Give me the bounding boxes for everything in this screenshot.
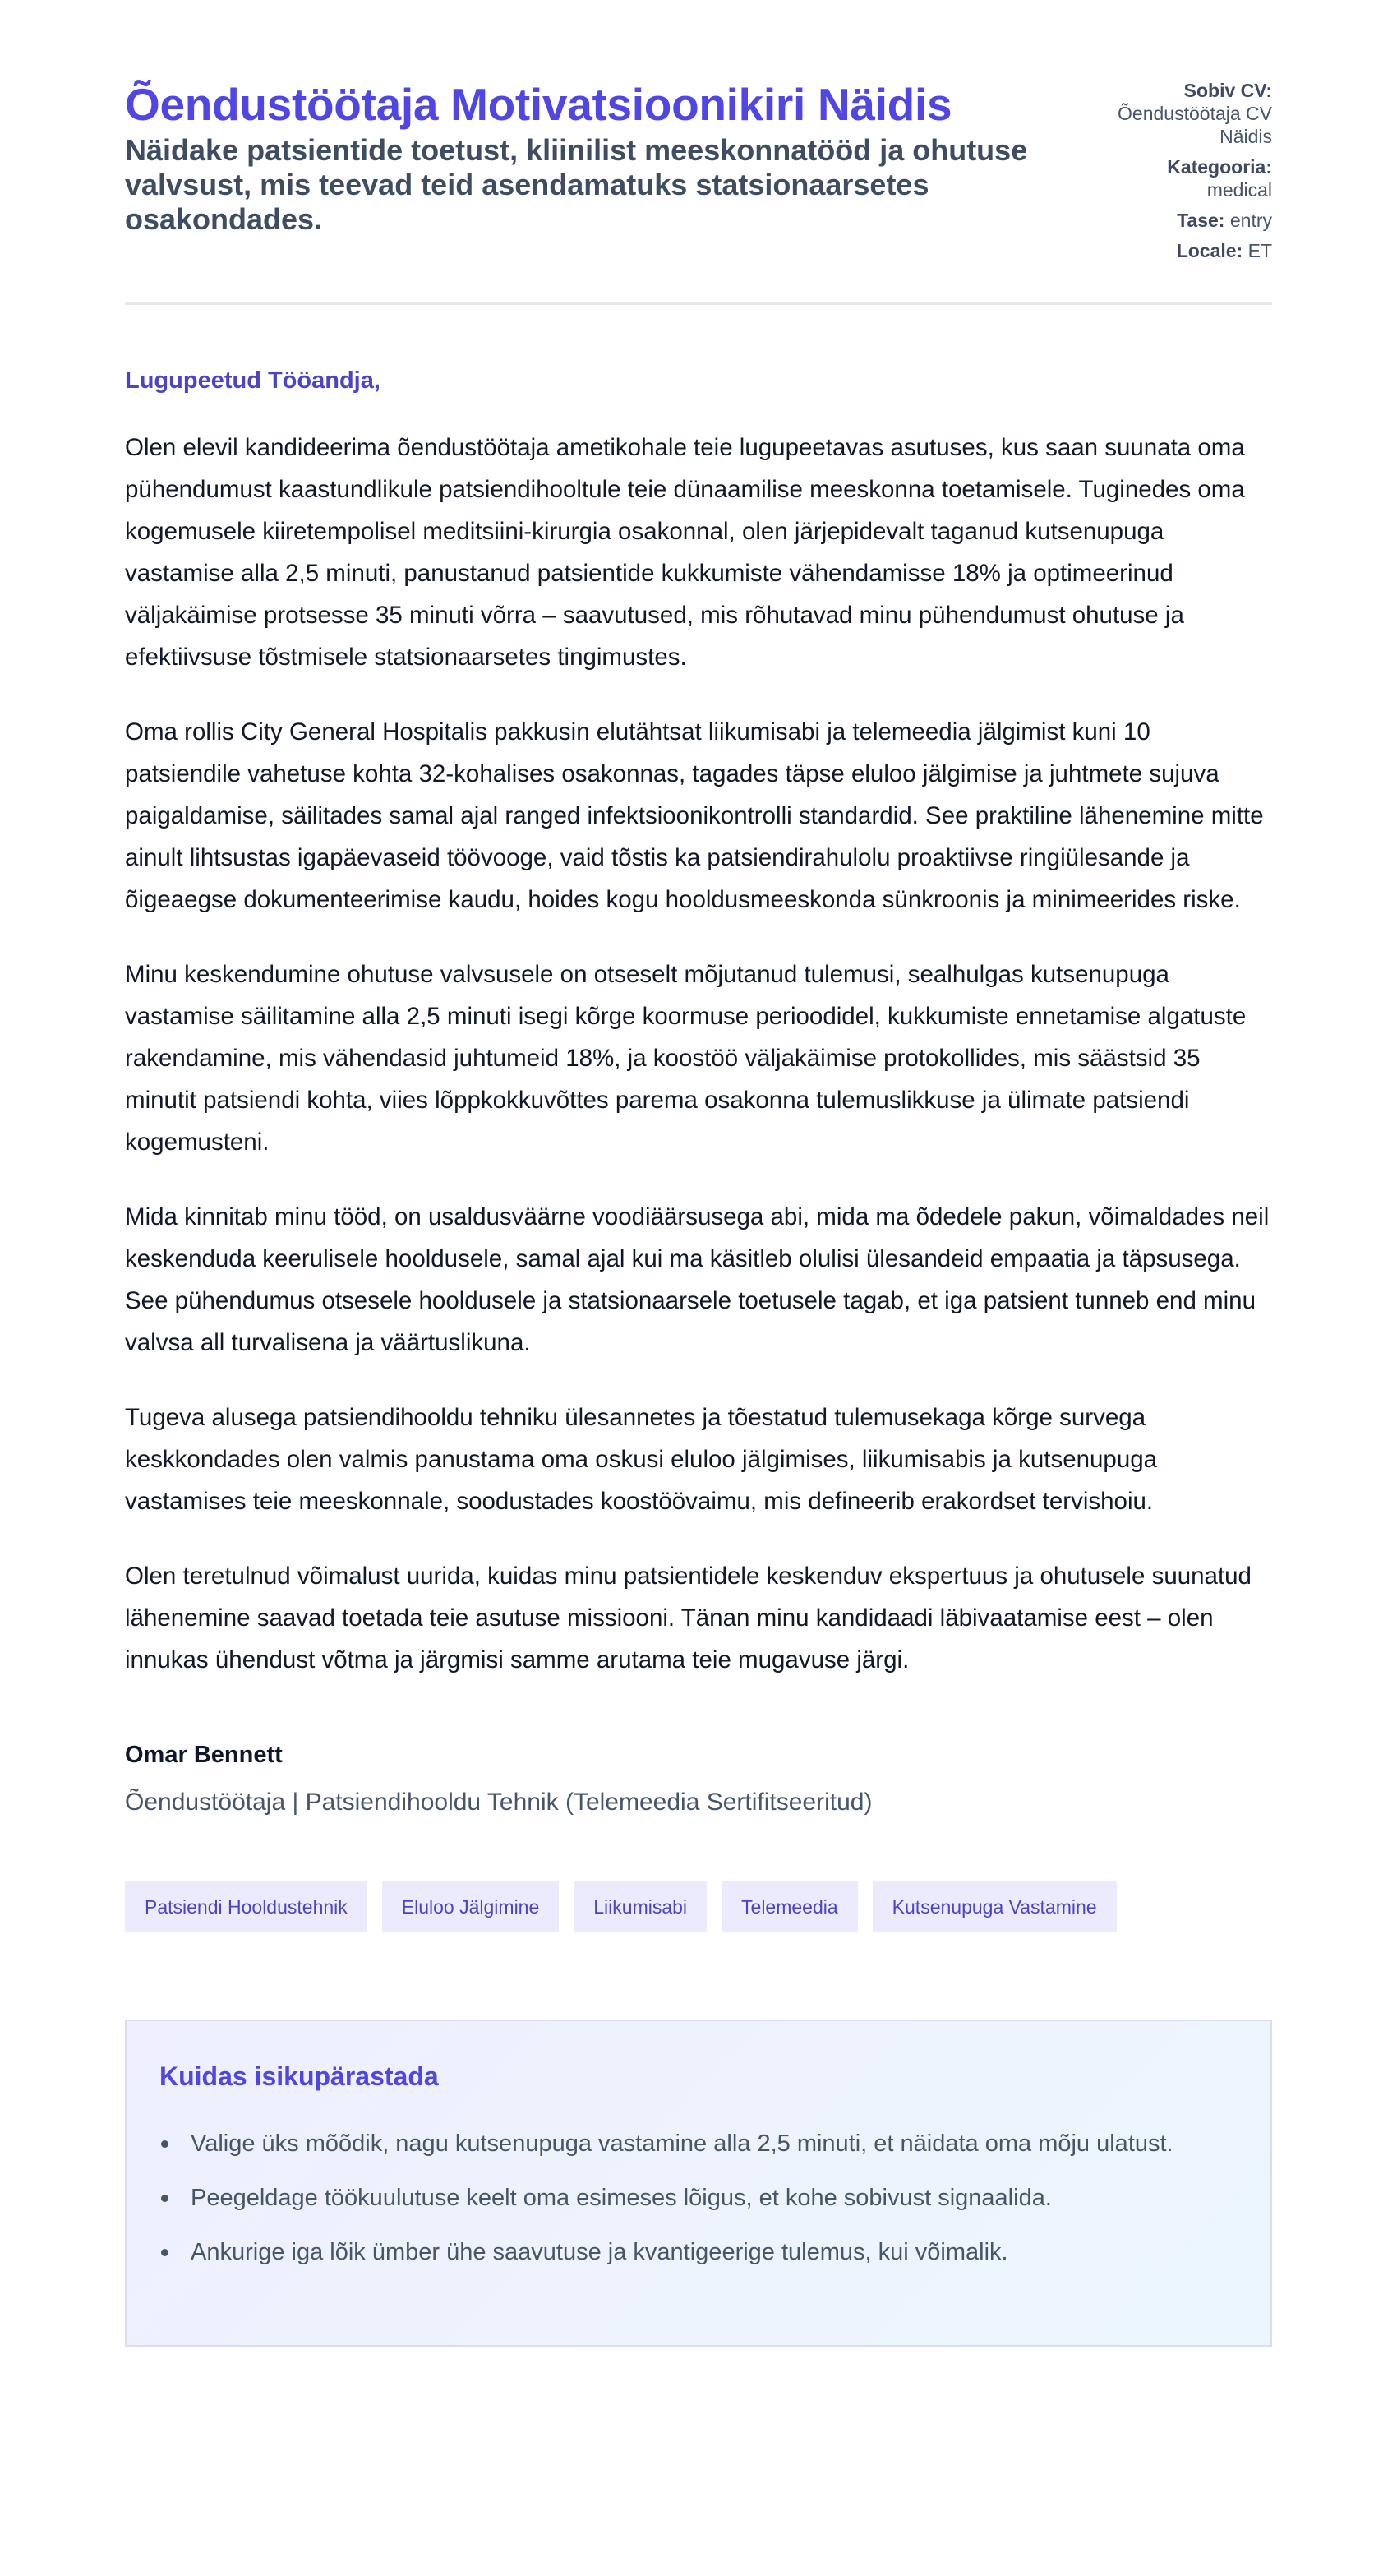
meta-cv-label: Sobiv CV: — [1183, 80, 1272, 101]
bullet-icon — [161, 2249, 168, 2256]
meta-locale — [1083, 239, 1272, 262]
skill-tag: Telemeedia — [722, 1881, 858, 1932]
letter-paragraph: Mida kinnitab minu tööd, on usaldusväärne voodiäärsusega abi, mida ma õdedele pakun, võimaldades neil keskenduda keerulisele hooldusele, samal ajal kui ma käsitleb olulisi ülesandeid empaatia ja täpsusega. See pühendumus otsesele hooldusele ja statsionaarsele toetusele tagab, et iga patsient tunneb end minu valvsa all turvalisena ja väärtuslikuna. — [125, 1203, 1270, 1356]
letter-paragraph: Oma rollis City General Hospitalis pakkusin elutähtsat liikumisabi ja telemeedia jälgimist kuni 10 patsiendile vahetuse kohta 32-kohalises osakonnas, tagades täpse eluloo jälgimise ja juhtmete sujuva paigaldamise, säilitades samal ajal ranged infektsioonikontrolli standardid. See praktiline lähenemine mitte ainult lihtsustas igapäevaseid töövooge, vaid tõstis ka patsiendirahulolu proaktiivse ringiülesande ja õigeaegse dokumenteerimise kaudu, hoides kogu hooldusmeeskonda sünkroonis ja minimeerides riske. — [125, 718, 1264, 913]
meta-category-value: medical — [1206, 179, 1272, 201]
signature-block — [125, 1738, 1272, 1819]
letter-body — [125, 427, 1272, 1681]
meta-category-label: Kategooria: — [1167, 156, 1272, 178]
letter-paragraph: Olen elevil kandideerima õendustöötaja ametikohale teie lugupeetavas asutuses, kus saan suunata oma pühendumust kaastundlikule patsiendihooltule teie dünaamilise meeskonna toetamisele. Tuginedes oma kogemusele kiiretempolisel meditsiini-kirurgia osakonnal, olen järjepidevalt taganud kutsenupuga vastamise alla 2,5 minuti, panustanud patsientide kukkumiste vähendamisse 18% ja optimeerinud väljakäimise protsesse 35 minuti võrra – saavutused, mis rõhutavad minu pühendumust ohutuse ja efektiivsuse tõstmisele statsionaarsetes tingimustes. — [125, 434, 1245, 671]
tips-list — [159, 2123, 1238, 2273]
page-subtitle: Näidake patsientide toetust, kliinilist meeskonnatööd ja ohutuse valvsust, mis teevad teid asendamatuks statsionaarsetes osakondades. — [125, 133, 1028, 236]
meta-cv-value: Õendustöötaja CV Näidis — [1118, 103, 1272, 147]
personalization-tips — [125, 2020, 1272, 2347]
meta-category — [1083, 155, 1272, 201]
meta-level — [1083, 209, 1272, 232]
header-titles — [125, 76, 1070, 237]
letter-paragraph: Tugeva alusega patsiendihooldu tehniku ülesannetes ja tõestatud tulemusekaga kõrge survega keskkondades olen valmis panustama oma oskusi eluloo jälgimises, liikumisabis ja kutsenupuga vastamises teie meeskonnale, soodustades koostöövaimu, mis defineerib erakordset tervishoiu. — [125, 1404, 1158, 1515]
tips-title: Kuidas isikupärastada — [159, 2061, 439, 2091]
letter-greeting: Lugupeetud Tööandja, — [125, 367, 380, 394]
bullet-icon — [161, 2195, 168, 2202]
skill-tag: Patsiendi Hooldustehnik — [125, 1881, 367, 1932]
skill-tags — [125, 1881, 1272, 1932]
letter-paragraph: Olen teretulnud võimalust uurida, kuidas minu patsientidele keskenduv ekspertuus ja ohutusele suunatud lähenemine saavad toetada teie asutuse missiooni. Tänan minu kandidaadi läbivaatamise eest – olen innukas ühendust võtma ja järgmisi samme arutama teie mugavuse järgi. — [125, 1563, 1252, 1673]
meta-panel — [1083, 76, 1272, 270]
page-title: Õendustöötaja Motivatsioonikiri Näidis — [125, 79, 952, 130]
skill-tag: Liikumisabi — [574, 1881, 707, 1932]
meta-locale-label: Locale: — [1176, 240, 1243, 261]
skill-tag: Kutsenupuga Vastamine — [873, 1881, 1117, 1932]
tip-item — [159, 2177, 1238, 2218]
signature-role: Õendustöötaja | Patsiendihooldu Tehnik (Telemeedia Sertifitseeritud) — [125, 1789, 873, 1816]
meta-level-label: Tase: — [1177, 210, 1225, 231]
letter-paragraph: Minu keskendumine ohutuse valvsusele on otseselt mõjutanud tulemusi, sealhulgas kutsenupuga vastamise säilitamine alla 2,5 minuti isegi kõrge koormuse perioodidel, kukkumiste ennetamise algatuste rakendamine, mis vähendasid juhtumeid 18%, ja koostöö väljakäimise protokollides, mis säästsid 35 minutit patsiendi kohta, viies lõppkokkuvõttes parema osakonna tulemuslikkuse ja ülimate patsiendi kogemusteni. — [125, 961, 1247, 1156]
tip-item — [159, 2123, 1238, 2164]
page-header — [125, 76, 1272, 305]
tip-text: Peegeldage töökuulutuse keelt oma esimeses lõigus, et kohe sobivust signaalida. — [191, 2185, 1052, 2211]
skill-tag: Eluloo Jälgimine — [382, 1881, 559, 1932]
tip-text: Ankurige iga lõik ümber ühe saavutuse ja kvantigeerige tulemus, kui võimalik. — [191, 2239, 1008, 2265]
tip-item — [159, 2232, 1238, 2273]
signature-name: Omar Bennett — [125, 1742, 283, 1768]
meta-cv — [1083, 79, 1272, 148]
tip-text: Valige üks mõõdik, nagu kutsenupuga vastamine alla 2,5 minuti, et näidata oma mõju ulatust. — [191, 2131, 1173, 2157]
meta-locale-value: ET — [1247, 240, 1272, 261]
bullet-icon — [161, 2140, 168, 2148]
meta-level-value: entry — [1229, 210, 1272, 231]
